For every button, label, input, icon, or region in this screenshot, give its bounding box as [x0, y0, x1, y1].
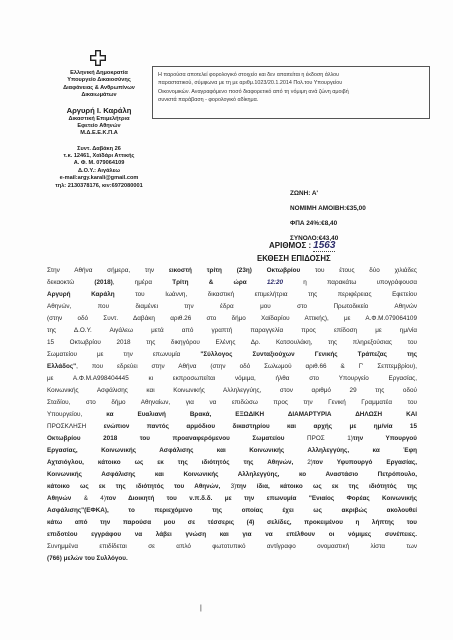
- authority-line: Διαφάνειας & Ανθρωπίνων: [63, 84, 135, 91]
- report-number: [269, 240, 335, 251]
- report-number-label: ΑΡΙΘΜΟΣ :: [269, 241, 312, 250]
- contact-line: Α. Φ. Μ. 079064109: [73, 160, 125, 167]
- authority-line: Υπουργείο Δικαιοσύνης: [67, 77, 131, 84]
- tax-notice-box: [152, 66, 430, 119]
- report-body-line: Ασφάλισης"(ΕΦΚΑ), το περιεχόμενο της οποίας έχει ως ακριβώς ακολουθεί: [47, 507, 417, 514]
- report-body-line: Εργασίας, Κοινωνικής Ασφάλισης και Κοινωνικής Αλληλεγγύης, κα Έφη: [47, 447, 417, 454]
- report-body-line: κάτοικο ως εκ της ιδιότητός του Αθηνών, 3)την ίδια, κάτοικο ως εκ της ιδιότητός της: [47, 483, 417, 490]
- authority-line: Δικαιωμάτων: [81, 92, 117, 99]
- report-body-line: Αθηνών & 4)τον Διοικητή του ν.π.δ.δ. με την επωνυμία "Ενιαίος Φορέας Κοινωνικής: [47, 495, 417, 502]
- report-title: ΕΚΘΕΣΗ ΕΠΙΔΟΣΗΣ: [257, 254, 331, 263]
- report-body-line: Συνημμένα επιδίδεται σε απλό φωτοτυπικό αντίγραφο ονομαστική λίστα των: [47, 543, 417, 550]
- report-body-line: με Α.Φ.Μ.Α998404445 κι εκπροσωπείται νόμιμα, ήλθα στο Υπουργείο Εργασίας,: [47, 375, 417, 382]
- notice-line: συνιστά παράβαση - φορολογικό αδίκημα.: [158, 97, 259, 104]
- notice-line: παραστατικού, σύμφωνα με τη με αριθμ.1023/20.1.2014 Πολ.του Υπουργείου: [158, 80, 343, 87]
- report-number-handwritten: 1563: [313, 240, 336, 251]
- report-body-line: Στην Αθήνα σήμερα, την εικοστή τρίτη (23η) Οκτωβρίου του έτους δύο χιλιάδες: [47, 267, 417, 274]
- notice-line: Η παρούσα αποτελεί φορολογικό στοιχείο και δεν απαιτείται η έκδοση άλλου: [158, 72, 340, 78]
- notice-line: Οικονομικών. Αναγραφόμενο ποσό διαφορετικό από τη νόμιμη ανά ζώνη αμοιβή: [158, 88, 349, 95]
- officer-union: Μ.Δ.Ε.Ε.Κ.Π.Α: [80, 130, 118, 137]
- report-body-line: Ελλάδος", που εδρεύει στην Αθήνα (στην οδό Σωλωμού αριθ.66 & Γ' Σεπτεμβρίου),: [47, 363, 417, 370]
- handwritten-time: 12:20: [266, 279, 284, 286]
- report-body-line: Κοινωνικής Ασφάλισης και Κοινωνικής Αλληλεγγύης, κο Αναστάσιο Πετρόπουλο,: [47, 471, 417, 478]
- fees-block: [290, 186, 366, 246]
- fee-total: ΣΥΝΟΛΟ:€43,40: [290, 235, 339, 243]
- report-body-line: επιδοτέου εγγράφου να λάβει γνώση και για να επέλθουν οι νόμιμες συνέπειες.: [47, 531, 417, 538]
- report-body-line: Υπουργείου, κα Ευαλιανή Βρακά, ΕΞΩΔΙΚΗ ΔΙΑΜΑΡΤΥΡΙΑ ΔΗΛΩΣΗ ΚΑΙ: [47, 411, 417, 418]
- report-body-line: Κοινωνικής Ασφάλισης και Κοινωνικής Αλληλεγγύης, στον αριθμό 29 της οδού: [47, 387, 417, 394]
- report-body-line: (766) μελών του Συλλόγου.: [47, 555, 128, 562]
- report-body-line: 15 Οκτωβρίου 2018 της δικηγόρου Ελένης Δρ. Κατσουλάκη, της πληρεξούσιας του: [47, 339, 417, 346]
- report-body-line: δεκαοκτώ (2018), ημέρα Τρίτη & ώρα 12:20 η παρακάτω υπογράφουσα: [47, 279, 417, 286]
- officer-court: Εφετείο Αθηνών: [77, 122, 121, 129]
- report-body-line: Αργυρή Καράλη του Ιωάννη, δικαστική επιμελήτρια της περιφέρειας Εφετείου: [47, 291, 417, 298]
- contact-line: τ.κ. 12461, Χαϊδάρι Αττικής: [63, 153, 135, 160]
- officer-title: Δικαστική Επιμελήτρια: [68, 115, 130, 122]
- contact-line: Συντ. Δαβάκη 26: [77, 145, 121, 152]
- report-body-line: Οκτωβρίου 2018 του προαναφερόμενου Σωματείου ΠΡΟΣ 1)την Υπουργού: [47, 435, 417, 442]
- report-body-line: Σταδίου, στο δήμο Αθηναίων, για να επιδώσω προς την Γενική Γραμματέα του: [47, 399, 417, 406]
- authority-line: Ελληνική Δημοκρατία: [70, 70, 128, 76]
- fee-amount: ΝΟΜΙΜΗ ΑΜΟΙΒΗ:€35,00: [290, 205, 366, 213]
- contact-email: e-mail:argy.karali@gmail.com: [59, 175, 139, 182]
- report-body-line: κάτω από την παρούσα μου σε τέσσερις (4) σελίδες, προκειμένου η λήπτης του: [47, 519, 417, 526]
- contact-phone: τηλ: 2130378176, κιν:6972080001: [55, 182, 143, 189]
- report-body-line: Σωματείου με την επωνυμία "Σύλλογος Συνταξιούχων Γενικής Τράπεζας της: [47, 351, 417, 358]
- officer-name: Αργυρή Ι. Καράλη: [66, 105, 132, 115]
- fee-vat: ΦΠΑ 24%:€8,40: [290, 220, 338, 228]
- fee-zone: ΖΩΝΗ: Α': [290, 190, 319, 197]
- contact-line: Δ.Ο.Υ.: Αιγάλεω: [78, 167, 120, 174]
- report-body-line: ΠΡΟΣΚΛΗΣΗ ενώπιον παντός αρμόδιου δικαστηρίου και αρχής με ημ/νία 15: [47, 423, 417, 430]
- page-mark: |: [200, 605, 202, 612]
- report-body-line: Αθηνών, που διαμένει την έδρα μου στο Πρωτοδικείο Αθηνών: [47, 303, 417, 310]
- greek-coat-of-arms-icon: [78, 48, 118, 68]
- report-body-line: Αχτσιόγλου, κάτοικο ως εκ της ιδιότητός της Αθηνών, 2)τον Υφυπουργό Εργασίας,: [47, 459, 417, 466]
- report-body: [47, 265, 417, 565]
- report-body-line: της Δ.Ο.Υ. Αιγάλεω μετά από γραπτή παραγγελία προς επίδοση με ημ/νία: [47, 327, 417, 334]
- report-body-line: (στην οδό Συντ. Δαβάκη αριθ.26 στο δήμο Χαϊδαρίου Αττικής), με Α.Φ.Μ.079064109: [47, 315, 417, 322]
